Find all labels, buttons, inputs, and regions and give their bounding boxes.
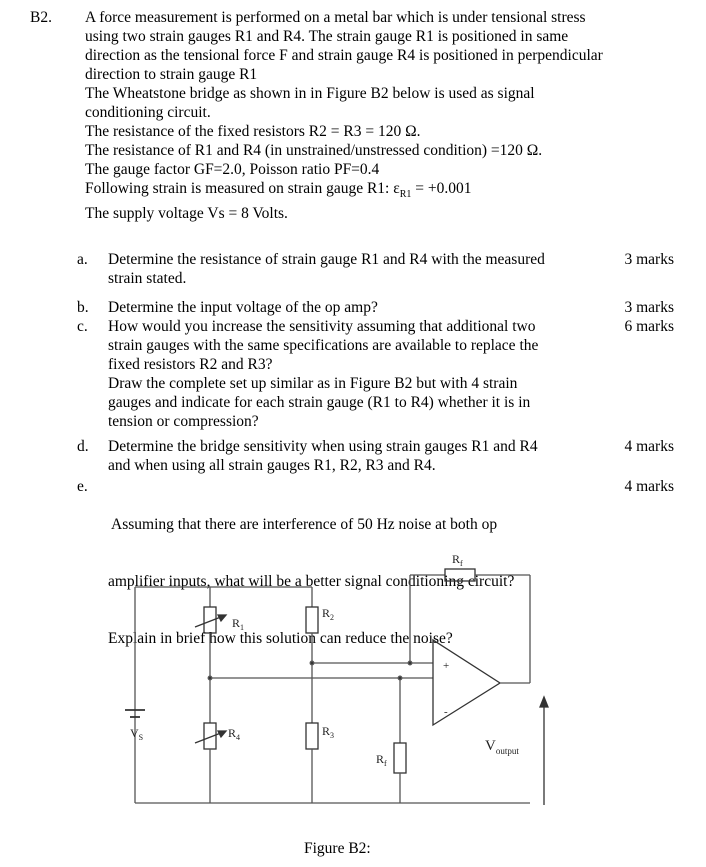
intro-line: A force measurement is performed on a metal bar which is under tensional stress [85, 9, 586, 26]
strain-value: = +0.001 [411, 180, 472, 197]
part-line: strain stated. [108, 270, 187, 287]
part-line: Determine the resistance of strain gauge R1 and R4 with the measured [108, 251, 545, 268]
part-c-text [108, 317, 538, 431]
junction-dot [208, 676, 212, 680]
part-b-text [108, 298, 378, 317]
question-number: B2. [30, 9, 52, 26]
part-c-marks: 6 marks [624, 318, 674, 335]
intro-line: The gauge factor GF=2.0, Poisson ratio PF=0.4 [85, 161, 380, 178]
r3-resistor [306, 723, 318, 749]
r2-resistor [306, 607, 318, 633]
part-b-marks: 3 marks [624, 299, 674, 316]
junction-dot [408, 661, 412, 665]
rf-feedback-resistor [445, 569, 475, 581]
part-a-text [108, 250, 545, 288]
question-intro [85, 8, 603, 223]
intro-line: The supply voltage Vs = 8 Volts. [85, 205, 288, 223]
part-d-marks: 4 marks [624, 438, 674, 455]
part-line: fixed resistors R2 and R3? [108, 356, 273, 373]
intro-line: The Wheatstone bridge as shown in in Figure B2 below is used as signal [85, 85, 535, 102]
part-e-label: e. [77, 478, 88, 495]
part-line: amplifier inputs, what will be a better signal conditioning circuit? [108, 573, 515, 590]
part-b-label: b. [77, 299, 89, 316]
part-c-label: c. [77, 318, 88, 335]
part-line: Assuming that there are interference of 50 Hz noise at both op [108, 516, 498, 533]
rf-top-label: $R_f$ [452, 552, 463, 568]
strain-prefix: Following strain is measured on strain gauge R1: ε [85, 180, 400, 197]
intro-line: conditioning circuit. [85, 104, 211, 121]
part-line: How would you increase the sensitivity assuming that additional two [108, 318, 536, 335]
r4-arrow-head [218, 731, 226, 737]
intro-line: direction as the tensional force F and strain gauge R4 is positioned in perpendicular [85, 47, 603, 64]
intro-line: The resistance of the fixed resistors R2 = R3 = 120 Ω. [85, 123, 421, 140]
part-line: Determine the input voltage of the op amp? [108, 299, 378, 316]
junction-dot [310, 661, 314, 665]
part-line: Explain in brief how this solution can reduce the noise? [108, 630, 453, 647]
op-amp-plus-sign: + [443, 660, 450, 672]
part-a-label: a. [77, 251, 88, 268]
intro-line: using two strain gauges R1 and R4. The strain gauge R1 is positioned in same [85, 28, 569, 45]
part-line: Draw the complete set up similar as in Figure B2 but with 4 strain [108, 375, 518, 392]
r3-label: $R_3$ [322, 724, 335, 740]
intro-line: direction to strain gauge R1 [85, 66, 258, 83]
part-line: and when using all strain gauges R1, R2, R3 and R4. [108, 457, 436, 474]
figure-caption: Figure B2: [304, 840, 371, 857]
output-arrow-head [540, 697, 548, 707]
r1-label: $R_1$ [232, 616, 245, 632]
strain-subscript: R1 [399, 189, 412, 201]
part-d-text [108, 437, 538, 475]
junction-dot [398, 676, 402, 680]
part-a-marks: 3 marks [624, 251, 674, 268]
part-e-marks: 4 marks [624, 478, 674, 495]
vs-label: $V_S$ [130, 726, 144, 742]
part-d-label: d. [77, 438, 89, 455]
vout-label: $V_{output}$ [485, 738, 519, 756]
op-amp-minus-sign: - [444, 706, 448, 718]
part-line: strain gauges with the same specifications are available to replace the [108, 337, 539, 354]
part-line: tension or compression? [108, 413, 259, 430]
r2-label: $R_2$ [322, 606, 335, 622]
part-line: gauges and indicate for each strain gauge (R1 to R4) whether it is in [108, 394, 531, 411]
rf-bottom-label: $R_f$ [376, 752, 387, 768]
intro-line: The resistance of R1 and R4 (in unstrained/unstressed condition) =120 Ω. [85, 142, 543, 159]
strain-line [85, 179, 603, 204]
part-line: Determine the bridge sensitivity when using strain gauges R1 and R4 [108, 438, 538, 455]
rf-ground-resistor [394, 743, 406, 773]
r4-label: $R_4$ [228, 726, 241, 742]
wheatstone-bridge-diagram [100, 545, 570, 835]
r1-arrow-head [218, 615, 226, 621]
